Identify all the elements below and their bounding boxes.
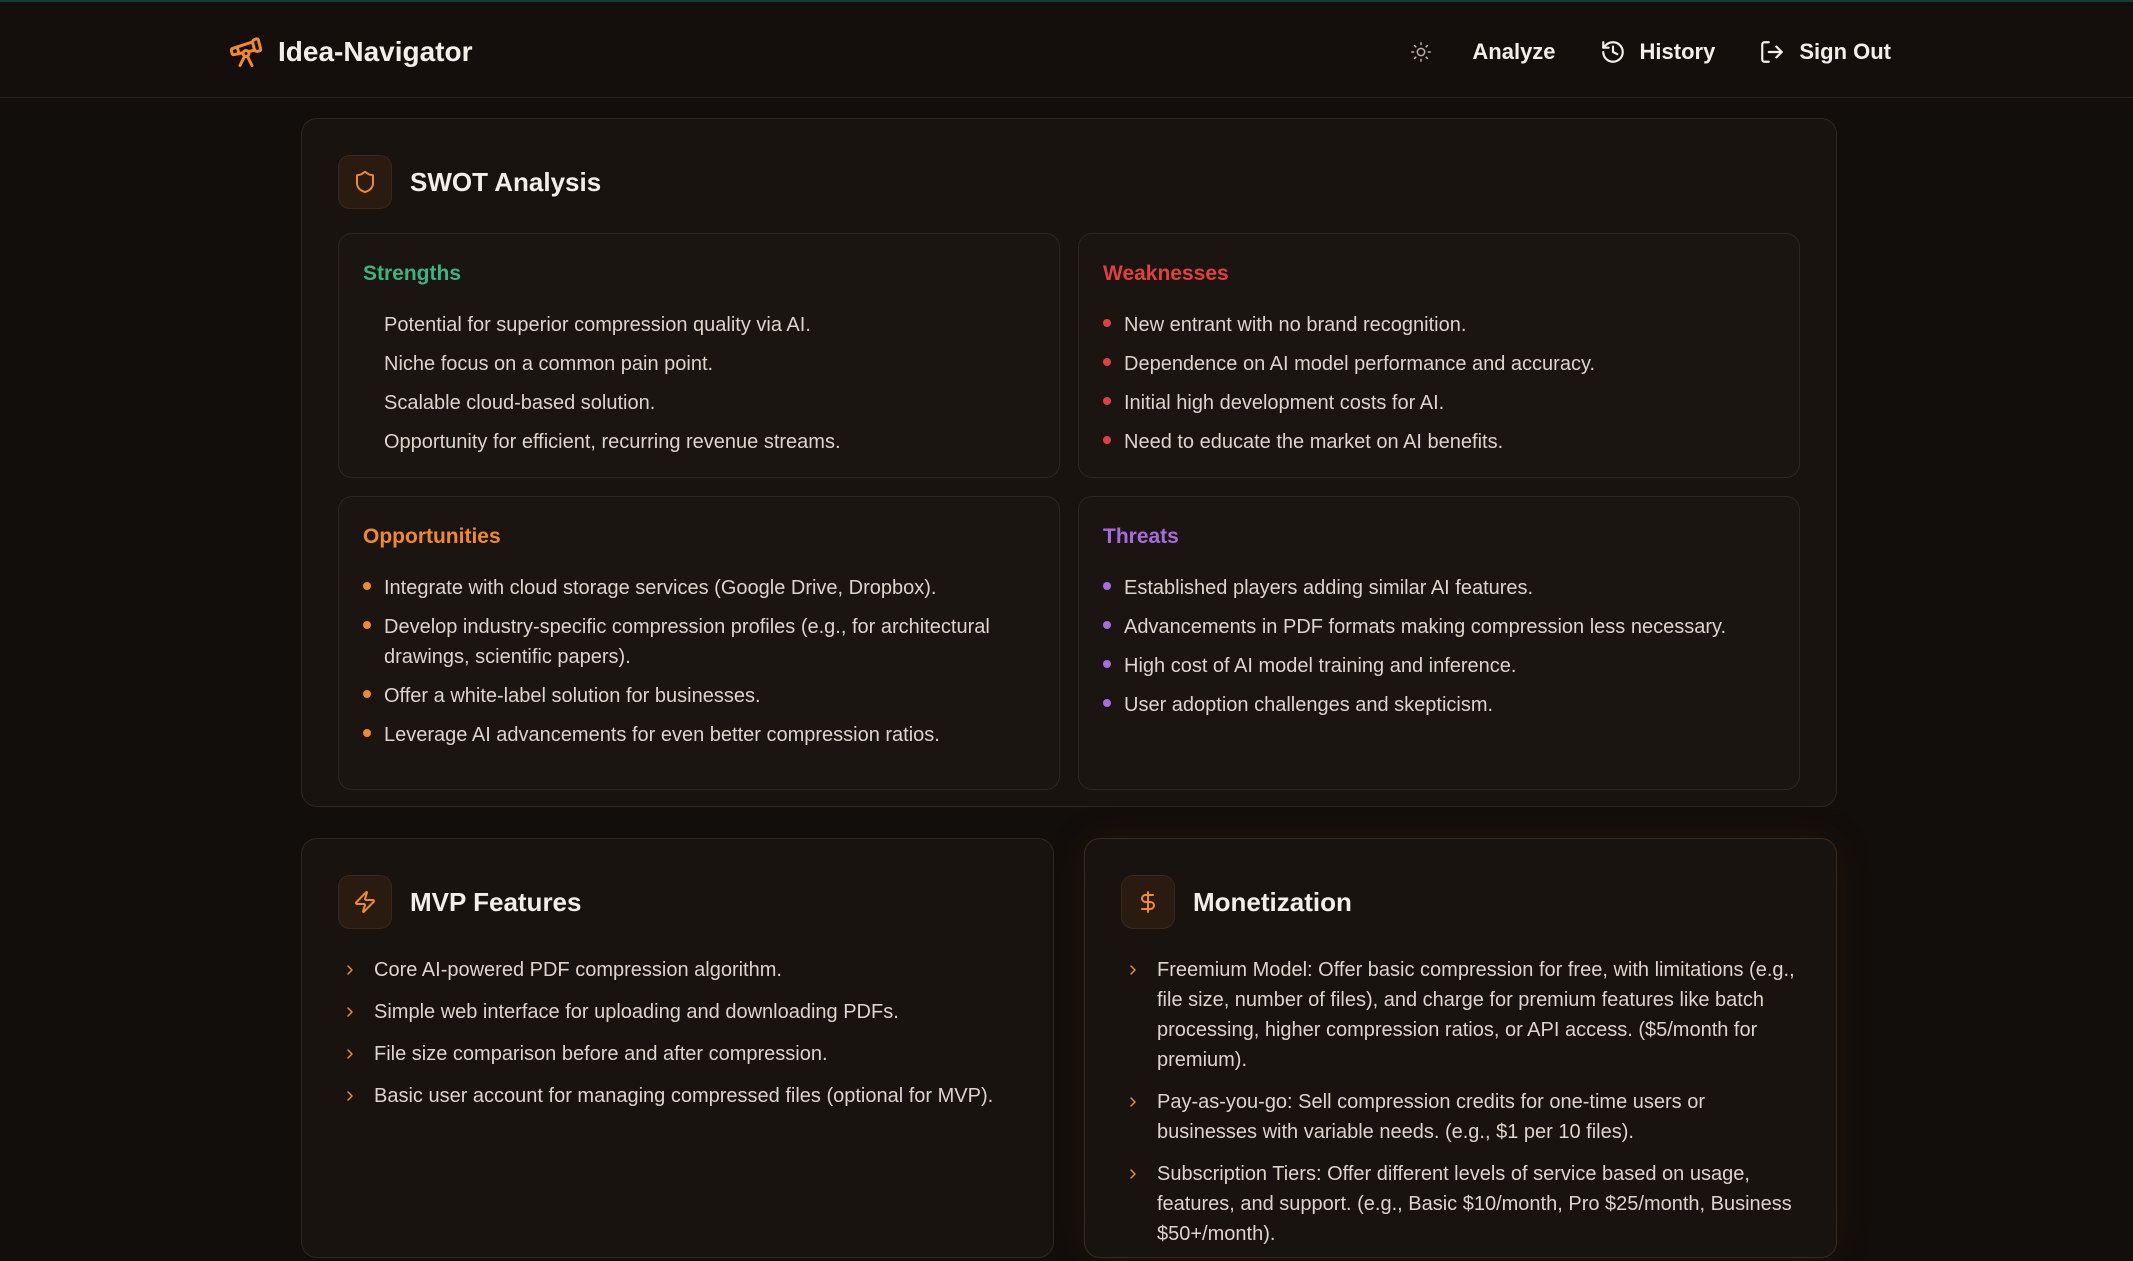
chevron-right-icon <box>342 961 358 979</box>
lightning-icon <box>353 890 377 914</box>
list-item: Potential for superior compression quality via AI. <box>384 314 811 336</box>
top-navigation-bar <box>0 0 2133 98</box>
weaknesses-list <box>1103 310 1775 466</box>
bullet-dot <box>1103 582 1111 590</box>
list-item: Integrate with cloud storage services (Google Drive, Dropbox). <box>363 573 1035 603</box>
threats-title: Threats <box>1103 525 1179 548</box>
list-item: Offer a white-label solution for businesses. <box>363 681 1035 711</box>
list-item: New entrant with no brand recognition. <box>1103 310 1775 340</box>
swot-analysis-card <box>301 118 1837 807</box>
mvp-icon-badge <box>338 875 392 929</box>
telescope-icon <box>228 34 264 70</box>
bullet-dot <box>1103 358 1111 366</box>
dollar-sign-icon <box>1136 890 1160 914</box>
opportunities-panel <box>338 496 1060 790</box>
list-item: Leverage AI advancements for even better compression ratios. <box>363 720 1035 750</box>
nav-history-label: History <box>1639 39 1716 64</box>
list-item: User adoption challenges and skepticism. <box>1103 690 1775 720</box>
threats-panel <box>1078 496 1800 790</box>
shield-icon <box>353 170 377 194</box>
chevron-right-icon <box>1125 1093 1141 1111</box>
nav-menu <box>1410 32 1891 72</box>
sun-icon <box>1410 41 1432 63</box>
weaknesses-title: Weaknesses <box>1103 262 1229 285</box>
list-item: Established players adding similar AI features. <box>1103 573 1775 603</box>
nav-history-link[interactable] <box>1600 39 1716 65</box>
opportunities-title: Opportunities <box>363 525 501 548</box>
list-item: Core AI-powered PDF compression algorithm. <box>338 955 1023 985</box>
opportunities-list <box>363 573 1035 759</box>
theme-toggle-button[interactable] <box>1410 41 1432 63</box>
history-icon <box>1600 39 1626 65</box>
chevron-right-icon <box>1125 1165 1141 1183</box>
nav-analyze-link[interactable] <box>1472 39 1555 65</box>
list-item: Need to educate the market on AI benefits. <box>1103 427 1775 457</box>
chevron-right-icon <box>342 1087 358 1105</box>
list-item: Dependence on AI model performance and accuracy. <box>1103 349 1775 379</box>
bullet-dot <box>1103 436 1111 444</box>
sign-out-label: Sign Out <box>1799 39 1891 64</box>
bullet-dot <box>1103 397 1111 405</box>
list-item: Basic user account for managing compressed files (optional for MVP). <box>338 1081 1023 1111</box>
list-item: Advancements in PDF formats making compression less necessary. <box>1103 612 1775 642</box>
bullet-dot <box>363 582 371 590</box>
monetization-list <box>1121 955 1806 1261</box>
swot-header <box>338 155 601 209</box>
list-item: Niche focus on a common pain point. <box>384 353 714 375</box>
list-item: Develop industry-specific compression profiles (e.g., for architectural drawings, scientific papers). <box>363 612 1035 672</box>
strengths-list <box>363 310 1035 466</box>
bullet-dot <box>1103 621 1111 629</box>
mvp-title: MVP Features <box>410 886 582 917</box>
chevron-right-icon <box>342 1045 358 1063</box>
mvp-features-list <box>338 955 1023 1123</box>
bullet-dot <box>363 690 371 698</box>
monetization-title: Monetization <box>1193 886 1352 917</box>
bullet-dot <box>1103 699 1111 707</box>
weaknesses-panel <box>1078 233 1800 478</box>
bullet-dot <box>1103 319 1111 327</box>
list-item: Initial high development costs for AI. <box>1103 388 1775 418</box>
mvp-header <box>338 875 581 929</box>
list-item: Scalable cloud-based solution. <box>384 392 656 414</box>
bullet-dot <box>363 729 371 737</box>
list-item: Simple web interface for uploading and downloading PDFs. <box>338 997 1023 1027</box>
strengths-title: Strengths <box>363 262 462 285</box>
list-item: Subscription Tiers: Offer different levels of service based on usage, features, and support. (e.g., Basic $10/month, Pro $25/month, Business $50+/month). <box>1121 1159 1806 1249</box>
nav-analyze-label: Analyze <box>1472 39 1556 64</box>
monetization-header <box>1121 875 1352 929</box>
brand-logo-link[interactable] <box>228 32 473 72</box>
sign-out-button[interactable] <box>1759 39 1891 65</box>
log-out-icon <box>1759 39 1785 65</box>
mvp-features-card <box>301 838 1054 1258</box>
strengths-panel <box>338 233 1060 478</box>
list-item: High cost of AI model training and inference. <box>1103 651 1775 681</box>
monetization-card <box>1084 838 1837 1258</box>
threats-list <box>1103 573 1775 729</box>
bullet-dot <box>1103 660 1111 668</box>
list-item: Freemium Model: Offer basic compression for free, with limitations (e.g., file size, number of files), and charge for premium features like batch processing, higher compression ratios, or API access. ($5/month for premium). <box>1121 955 1806 1075</box>
list-item: Opportunity for efficient, recurring revenue streams. <box>384 431 841 453</box>
swot-title: SWOT Analysis <box>410 166 602 197</box>
swot-icon-badge <box>338 155 392 209</box>
chevron-right-icon <box>342 1003 358 1021</box>
bullet-dot <box>363 621 371 629</box>
list-item: File size comparison before and after compression. <box>338 1039 1023 1069</box>
app-name: Idea-Navigator <box>278 36 473 67</box>
monetization-icon-badge <box>1121 875 1175 929</box>
chevron-right-icon <box>1125 961 1141 979</box>
list-item: Pay-as-you-go: Sell compression credits for one-time users or businesses with variable needs. (e.g., $1 per 10 files). <box>1121 1087 1806 1147</box>
